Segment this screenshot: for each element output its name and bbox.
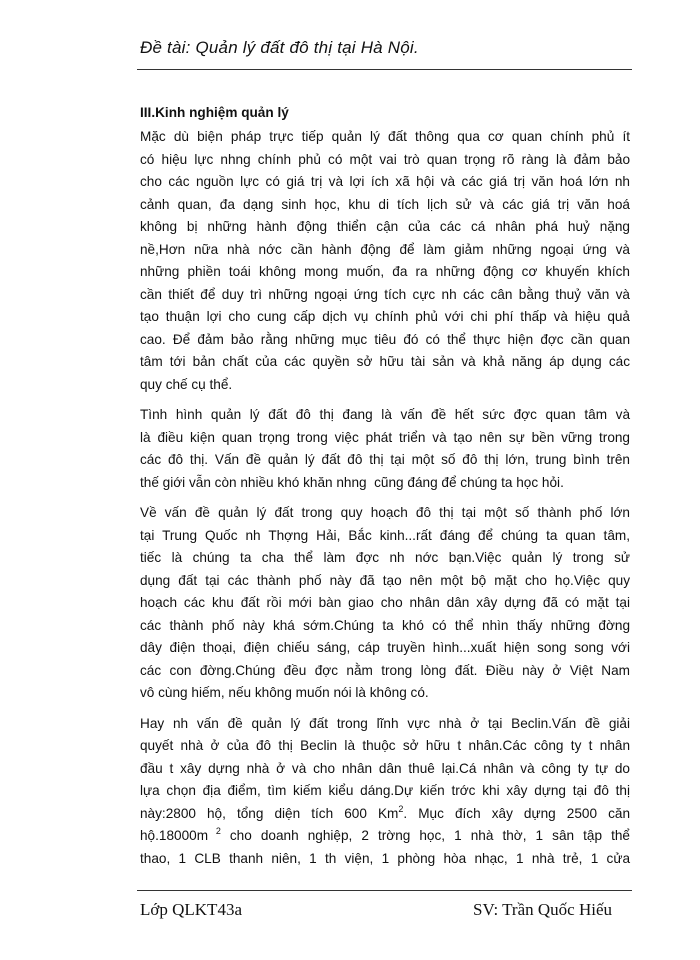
footer-divider (137, 890, 632, 891)
text-line: hoạch các khu đất rồi mới bàn giao cho nhân dân xây dựng đã có mặt tại (140, 595, 630, 610)
text-line: tâm tới bản chất của các quyền sở hữu tài sản và khả năng áp dụng các (140, 354, 630, 369)
text-line: cao. Để đảm bảo rằng những mục tiêu đó có thể thực hiện đợc cần quan (140, 331, 630, 347)
text-line: không bị những hành động thiển cận của các cá nhân phá huỷ nặng (140, 219, 630, 234)
section-heading: III.Kinh nghiệm quản lý (140, 105, 289, 120)
text-line: quyết nhà ở của đô thị Beclin là thuộc sở hữu t nhân.Các công ty t nhân (140, 738, 630, 753)
footer-student: SV: Trần Quốc Hiếu (473, 900, 612, 919)
text-line: Hay nh vấn đề quản lý đất trong lĩnh vực nhà ở tại Beclin.Vấn đề giải (140, 715, 630, 731)
text-line: tạo thuận lợi cho cung cấp dịch vụ chính phủ với chi phí thấp và hiệu quả (140, 309, 630, 324)
superscript: 2 (215, 826, 221, 836)
paragraph-4 (140, 713, 630, 871)
text-line: dây điện thoại, điện chiếu sáng, cáp truyền hình...xuất hiện song song với (140, 640, 630, 655)
text-line: hộ.18000m $^2$ cho doanh nghiệp, 2 trờng học, 1 nhà thờ, 1 sân tập thể (140, 826, 630, 843)
text-line: các thành phố này khá sớm.Chúng ta khó có thể nhìn thấy những đờng (140, 617, 630, 633)
text-line: thế giới vẫn còn nhiều khó khăn nhng cũng đáng để chúng ta học hỏi. (140, 474, 564, 490)
text-line: thao, 1 CLB thanh niên, 1 th viện, 1 phòng hòa nhạc, 1 nhà trẻ, 1 cửa (140, 850, 630, 866)
text-line: này:2800 hộ, tổng diện tích 600 Km$^2$. Mục đích xây dựng 2500 căn (140, 803, 630, 821)
text-line: vô cùng hiếm, nếu không muốn nói là không có. (140, 685, 429, 700)
text-line: các đô thị. Vấn đề quản lý đất đô thị tại một số đô thị lớn, trung bình trên (140, 452, 630, 467)
text-line: là điều kiện quan trọng trong việc phát triển và tạo nên sự bền vững trong (140, 429, 630, 445)
text-line: cảnh quan, đa dạng sinh học, khu di tích lịch sử và các giá trị văn hoá (140, 196, 630, 212)
text-line: Mặc dù biện pháp trực tiếp quản lý đất thông qua cơ quan chính phủ ít (140, 129, 630, 144)
text-line: tại Trung Quốc nh Thợng Hải, Bắc kinh...rất đáng để chúng ta quan tâm, (140, 527, 630, 543)
text-line: Tình hình quản lý đất đô thị đang là vấn đề hết sức đợc quan tâm và (140, 407, 630, 422)
text-line: những phiền toái không mong muốn, đa ra những động cơ khuyến khích (140, 264, 630, 279)
text-line: dụng đất tại các thành phố này đã tạo nên một bộ mặt cho họ.Việc quy (140, 572, 630, 588)
paragraph-2 (140, 404, 630, 494)
text-line: các con đờng.Chúng đều đợc nằm trong lòng đất. Điều này ở Việt Nam (140, 662, 630, 678)
text-line: cần thiết để duy trì những ngoại ứng tích cực nh các cân bằng thuỷ văn và (140, 286, 630, 302)
text-line: Về vấn đề quản lý đất trong quy hoạch đô thị tại một số thành phố lớn (140, 505, 630, 520)
text-line: cho các nguồn lực có giá trị và lợi ích xã hội và các giá trị văn hoá lớn nh (140, 174, 630, 189)
page-body (140, 100, 630, 878)
text-line: tiếc là chúng ta cha thể làm đợc nh nớc bạn.Việc quản lý trong sử (140, 550, 630, 565)
text-line: nề,Hơn nữa nhà nớc cần hành động để làm giảm những ngoại ứng và (140, 241, 630, 257)
text-line: đầu t xây dựng nhà ở và cho nhân dân thuê lại.Cá nhân và công ty tự do (140, 760, 630, 776)
text-line: lựa chọn địa điểm, tìm kiếm kiểu dáng.Dự kiến trớc khi xây dựng tại đô thị (140, 783, 630, 798)
paragraph-3 (140, 502, 630, 705)
superscript: 2 (398, 803, 404, 814)
header-divider (137, 69, 632, 70)
paragraph-1 (140, 126, 630, 396)
text-line: quy chế cụ thể. (140, 376, 233, 392)
document-title: Đề tài: Quản lý đất đô thị tại Hà Nội. (140, 38, 419, 57)
footer-class: Lớp QLKT43a (140, 900, 242, 919)
text-line: có hiệu lực nhng chính phủ có một vai trò quan trọng rõ ràng là đảm bảo (140, 151, 630, 167)
